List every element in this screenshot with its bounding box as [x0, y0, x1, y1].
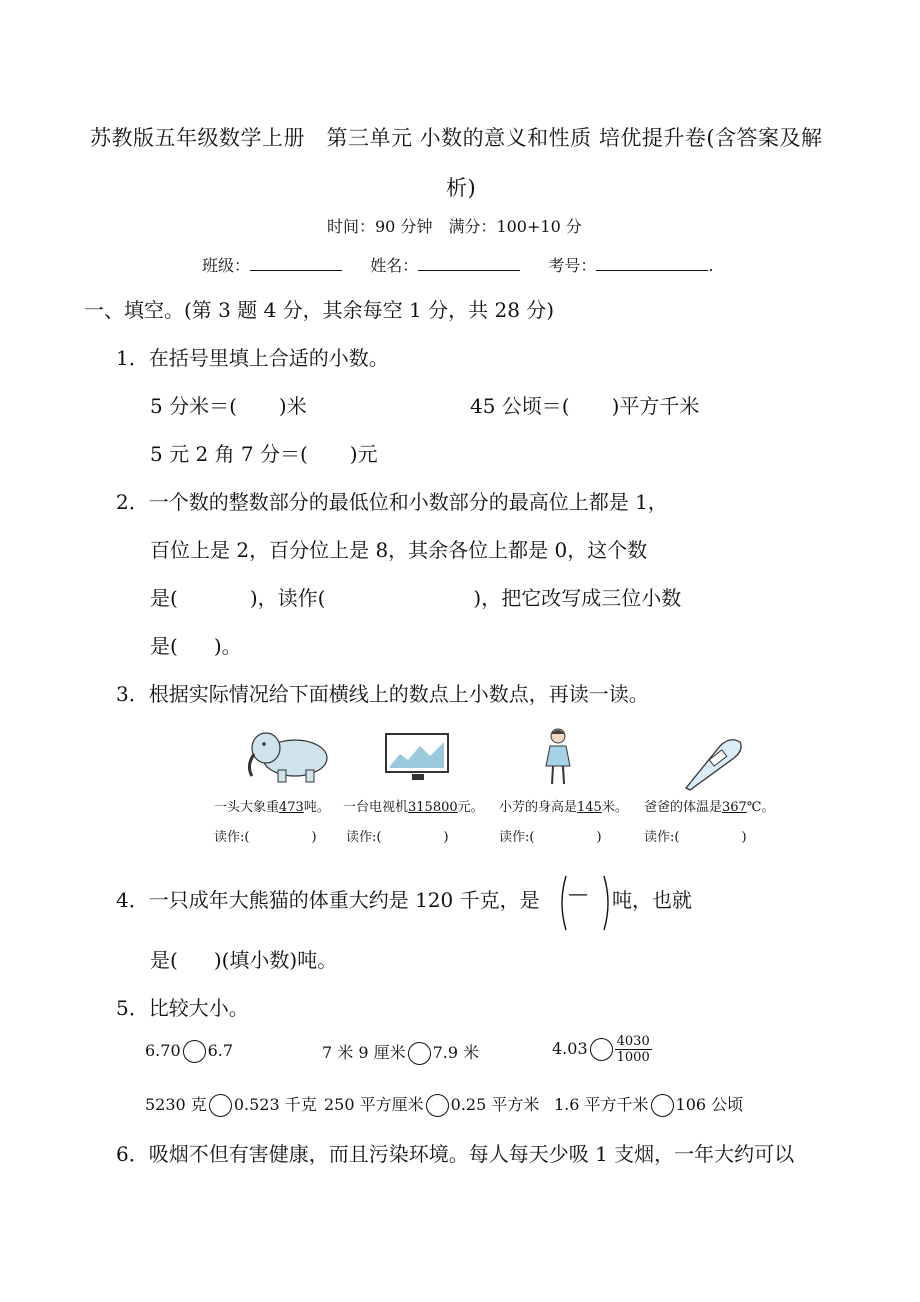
class-field[interactable]: [250, 252, 342, 271]
q2-line4: [150, 630, 242, 659]
q3-2-post: 元。: [457, 800, 484, 815]
compare-circle[interactable]: [408, 1042, 431, 1065]
q3-1-pre: 一头大象重: [214, 800, 280, 815]
page-title: 苏教版五年级数学上册 第三单元 小数的意义和性质 培优提升卷(含答案及解: [90, 126, 823, 150]
q4-fraction-bar: —: [568, 881, 588, 905]
q2-line1: 2．一个数的整数部分的最低位和小数部分的最高位上都是 1，: [116, 490, 668, 514]
read-close: ): [596, 830, 602, 845]
q5-compare-4: [145, 1092, 317, 1117]
q3-item-3: [499, 796, 628, 815]
q1-b: [470, 390, 699, 419]
q3-item-1: [214, 796, 330, 815]
q3-read-1[interactable]: [214, 826, 317, 845]
read-label: 读作:(: [499, 830, 535, 845]
q2-l3-c: )，把它改写成三位小数: [473, 586, 682, 610]
girl-icon: [540, 726, 576, 788]
q3-2-pre: 一台电视机: [343, 800, 409, 815]
q4-line1-a: 4．一只成年大熊猫的体重大约是 120 千克，是: [116, 888, 540, 912]
q3-4-num[interactable]: 367: [722, 800, 747, 815]
q4-fraction-answer[interactable]: [558, 872, 614, 938]
time-score: 时间：90 分钟 满分：100+10 分: [327, 217, 582, 236]
q2-l4-b: )。: [213, 634, 242, 658]
cmp-right: 0.523 千克: [233, 1095, 317, 1114]
name-field[interactable]: [418, 252, 520, 271]
q3-read-2[interactable]: [346, 826, 449, 845]
q5-compare-3: [552, 1034, 652, 1065]
cmp-left: 1.6 平方千米: [554, 1095, 649, 1114]
q3-item-2: [343, 796, 484, 815]
name-label: 姓名：: [370, 256, 419, 275]
q1-b-pre: 45 公顷＝(: [470, 394, 570, 418]
q2-l3-a: 是(: [150, 586, 178, 610]
elephant-icon: [240, 726, 336, 786]
section-heading: 一、填空。(第 3 题 4 分，其余每空 1 分，共 28 分): [84, 298, 555, 322]
q3-4-pre: 爸爸的体温是: [644, 800, 723, 815]
cmp-left: 5230 克: [145, 1095, 207, 1114]
compare-circle[interactable]: [209, 1094, 232, 1117]
q1-a-post: )米: [278, 394, 307, 418]
thermometer-icon: [680, 732, 746, 792]
cmp-left: 4.03: [552, 1039, 588, 1058]
q1-c-pre: 5 元 2 角 7 分＝(: [150, 442, 308, 466]
q1-a-pre: 5 分米＝(: [150, 394, 237, 418]
q3-1-num[interactable]: 473: [279, 800, 304, 815]
q3-2-num[interactable]: 315800: [408, 800, 458, 815]
fraction-denominator: 1000: [616, 1050, 650, 1065]
cmp-left: 7 米 9 厘米: [322, 1043, 406, 1062]
cmp-right: 7.9 米: [432, 1043, 480, 1062]
q4-line1-b: 吨，也就: [612, 888, 692, 912]
q1-b-post: )平方千米: [611, 394, 700, 418]
cmp-right: 0.25 平方米: [450, 1095, 540, 1114]
q2-line3: [150, 582, 681, 611]
q5-text: 5．比较大小。: [116, 996, 249, 1020]
q4-line2: [150, 944, 337, 973]
q3-item-4: [644, 796, 774, 815]
fraction-numerator: 4030: [616, 1034, 650, 1049]
exam-no-field[interactable]: [596, 252, 708, 271]
compare-circle[interactable]: [183, 1040, 206, 1063]
compare-circle[interactable]: [651, 1094, 674, 1117]
q4-l2-b: )(填小数)吨。: [213, 948, 338, 972]
q5-compare-2: [322, 1040, 479, 1065]
compare-circle[interactable]: [590, 1038, 613, 1061]
cmp-left: 250 平方厘米: [324, 1095, 424, 1114]
q4-l2-a: 是(: [150, 948, 178, 972]
q1-text: 1．在括号里填上合适的小数。: [116, 346, 389, 370]
read-label: 读作:(: [346, 830, 382, 845]
cmp-right: 106 公顷: [675, 1095, 744, 1114]
cmp-left: 6.70: [145, 1041, 181, 1060]
class-label: 班级：: [202, 256, 251, 275]
q3-3-num[interactable]: 145: [577, 800, 602, 815]
read-close: ): [443, 830, 449, 845]
end-dot: .: [708, 256, 714, 275]
q2-line2: 百位上是 2，百分位上是 8，其余各位上都是 0，这个数: [150, 538, 648, 562]
cmp-right: 6.7: [207, 1041, 234, 1060]
q1-c-post: )元: [349, 442, 378, 466]
q6-text: 6．吸烟不但有害健康，而且污染环境。每人每天少吸 1 支烟，一年大约可以: [116, 1142, 795, 1166]
q3-4-post: ℃。: [746, 800, 775, 815]
page-title-cont: 析): [446, 176, 477, 200]
q3-3-post: 米。: [601, 800, 628, 815]
q3-3-pre: 小芳的身高是: [499, 800, 578, 815]
read-close: ): [311, 830, 317, 845]
read-label: 读作:(: [214, 830, 250, 845]
compare-circle[interactable]: [426, 1094, 449, 1117]
q1-c: [150, 438, 378, 467]
q5-compare-1: [145, 1040, 233, 1063]
q1-a: [150, 390, 307, 419]
read-label: 读作:(: [644, 830, 680, 845]
q2-l3-b: )，读作(: [249, 586, 326, 610]
tv-icon: [382, 730, 454, 784]
q3-1-post: 吨。: [303, 800, 330, 815]
q5-compare-6: [554, 1092, 743, 1117]
q2-l4-a: 是(: [150, 634, 178, 658]
exam-no-label: 考号：: [548, 256, 597, 275]
q3-text: 3．根据实际情况给下面横线上的数点上小数点，再读一读。: [116, 682, 649, 706]
fraction: [615, 1034, 652, 1065]
q3-read-3[interactable]: [499, 826, 602, 845]
read-close: ): [741, 830, 747, 845]
q3-read-4[interactable]: [644, 826, 747, 845]
student-info: [202, 252, 714, 276]
q5-compare-5: [324, 1092, 539, 1117]
